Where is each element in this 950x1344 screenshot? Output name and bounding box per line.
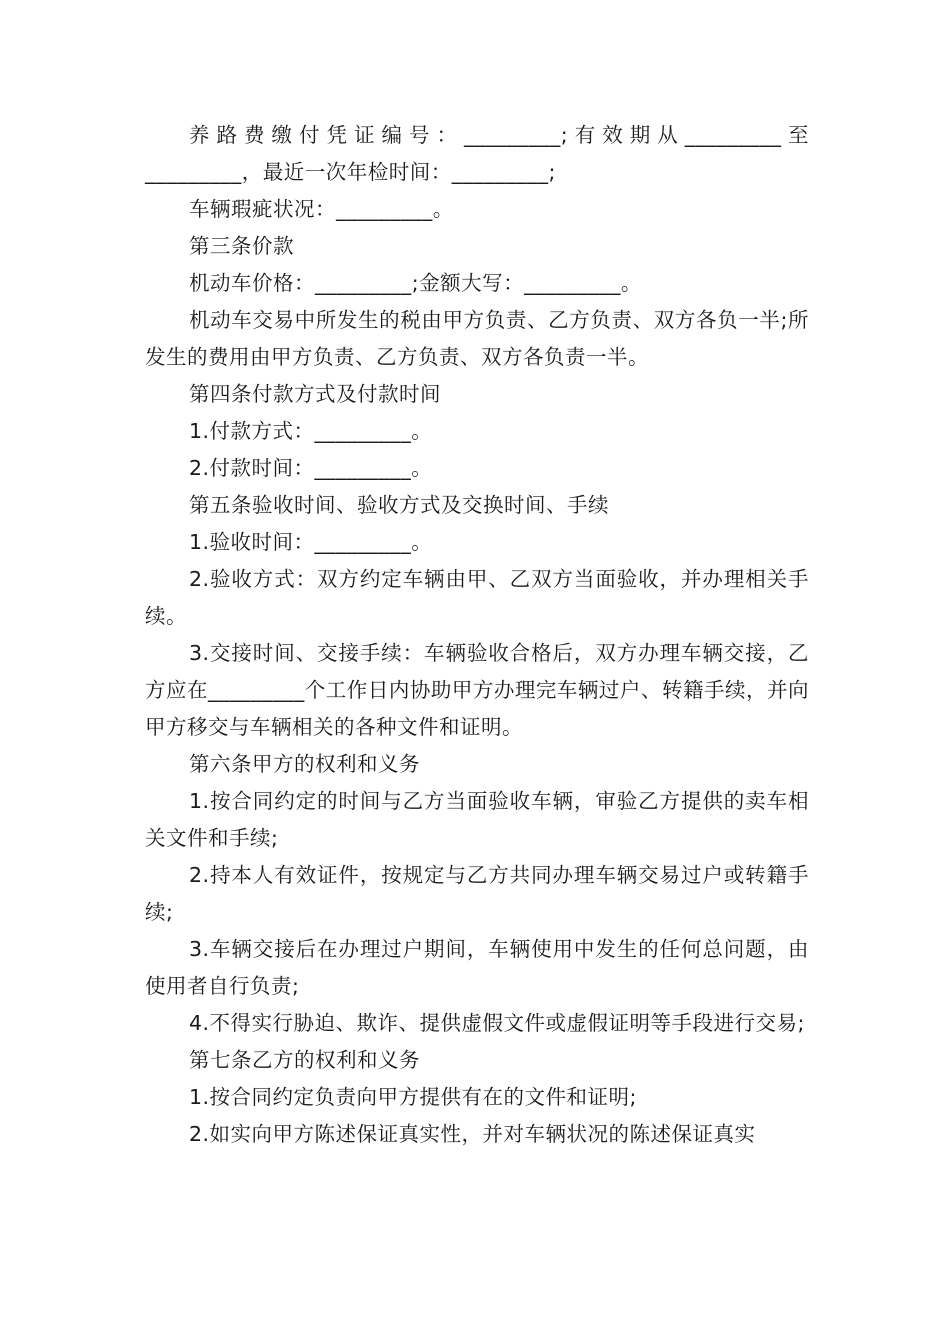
paragraph-party-a-item-3: 3.车辆交接后在办理过户期间，车辆使用中发生的任何总问题，由使用者自行负责; [145, 937, 809, 998]
paragraph-vehicle-price: 机动车价格：_________;金额大写：_________。 [189, 271, 642, 295]
paragraph-road-fee-certificate: 养路费缴付凭证编号：_________;有效期从_________至_________，最近一次年检时间：_________; [145, 123, 809, 184]
paragraph-payment-method: 1.付款方式：_________。 [189, 419, 433, 443]
paragraph-party-a-item-2: 2.持本人有效证件，按规定与乙方共同办理车辆交易过户或转籍手续; [145, 863, 809, 924]
paragraph-acceptance-method: 2.验收方式：双方约定车辆由甲、乙双方当面验收，并办理相关手续。 [145, 567, 809, 628]
section-heading-price: 第三条价款 [189, 234, 294, 258]
paragraph-party-b-item-2: 2.如实向甲方陈述保证真实性，并对车辆状况的陈述保证真实 [189, 1122, 756, 1146]
paragraph-party-b-item-1: 1.按合同约定负责向甲方提供有在的文件和证明; [189, 1085, 637, 1109]
paragraph-party-a-item-1: 1.按合同约定的时间与乙方当面验收车辆，审验乙方提供的卖车相关文件和手续; [145, 789, 809, 850]
section-heading-party-b-rights: 第七条乙方的权利和义务 [189, 1048, 420, 1072]
paragraph-party-a-item-4: 4.不得实行胁迫、欺诈、提供虚假文件或虚假证明等手段进行交易; [189, 1011, 805, 1035]
section-heading-payment: 第四条付款方式及付款时间 [189, 382, 441, 406]
paragraph-handover: 3.交接时间、交接手续：车辆验收合格后，双方办理车辆交接，乙方应在_________个工作日内协助甲方办理完车辆过户、转籍手续，并向甲方移交与车辆相关的各种文件和证明。 [145, 641, 809, 739]
paragraph-vehicle-defects: 车辆瑕疵状况：_________。 [189, 197, 454, 221]
paragraph-payment-time: 2.付款时间：_________。 [189, 456, 433, 480]
document-body [145, 117, 809, 1153]
paragraph-tax-and-fees: 机动车交易中所发生的税由甲方负责、乙方负责、双方各负一半;所发生的费用由甲方负责、乙方负责、双方各负责一半。 [145, 308, 809, 369]
paragraph-acceptance-time: 1.验收时间：_________。 [189, 530, 433, 554]
section-heading-acceptance: 第五条验收时间、验收方式及交换时间、手续 [189, 493, 609, 517]
section-heading-party-a-rights: 第六条甲方的权利和义务 [189, 752, 420, 776]
